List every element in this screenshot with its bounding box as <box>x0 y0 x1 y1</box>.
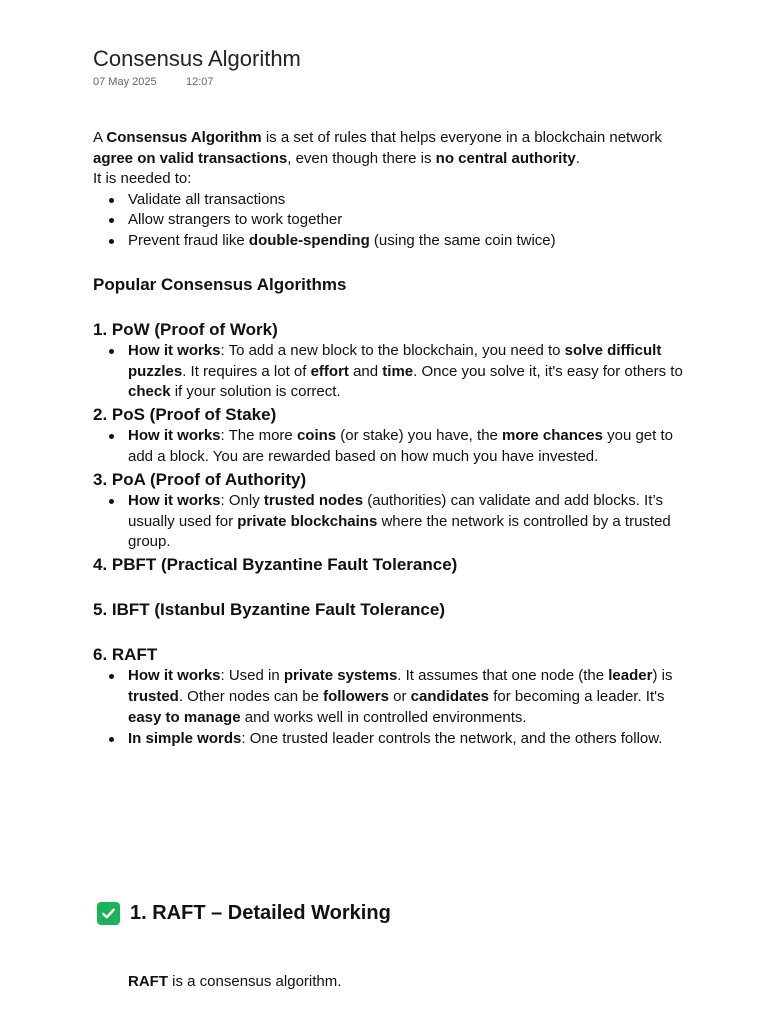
list-item: Prevent fraud like double-spending (using the same coin twice) <box>128 231 683 252</box>
list-item: Validate all transactions <box>128 190 683 211</box>
list-item: How it works: Only trusted nodes (authorities) can validate and add blocks. It’s usually used for private blockchains where the network is controlled by a trusted group. <box>128 491 683 553</box>
needed-list <box>93 190 683 252</box>
note-time: 12:07 <box>186 76 214 88</box>
note-page <box>93 44 683 749</box>
intro-paragraph: A Consensus Algorithm is a set of rules that helps everyone in a blockchain network agree on valid transactions, even though there is no central authority. <box>93 129 662 167</box>
list-item: In simple words: One trusted leader controls the network, and the others follow. <box>128 729 683 750</box>
list-item: How it works: To add a new block to the blockchain, you need to solve difficult puzzles. It requires a lot of effort and time. Once you solve it, it's easy for others to check if your solution is correct. <box>128 341 683 403</box>
raft-detail-title: 1. RAFT – Detailed Working <box>130 902 391 924</box>
pbft-heading: 4. PBFT (Practical Byzantine Fault Tolerance) <box>93 555 458 575</box>
pow-list <box>93 341 683 403</box>
check-mark-icon <box>97 902 120 925</box>
raft-heading: 6. RAFT <box>93 645 158 665</box>
popular-heading: Popular Consensus Algorithms <box>93 274 347 294</box>
pos-heading: 2. PoS (Proof of Stake) <box>93 405 277 425</box>
list-item: Allow strangers to work together <box>128 210 683 231</box>
raft-list <box>93 666 683 749</box>
page-title: Consensus Algorithm <box>93 46 301 71</box>
list-item: How it works: Used in private systems. It assumes that one node (the leader) is trusted. Other nodes can be followers or candidates for becoming a leader. It's easy to manage and works well in controlled environments. <box>128 666 683 728</box>
note-date: 07 May 2025 <box>93 76 157 88</box>
pos-list <box>93 426 683 468</box>
raft-intro-line: RAFT is a consensus algorithm. <box>128 973 342 990</box>
ibft-heading: 5. IBFT (Istanbul Byzantine Fault Tolerance) <box>93 600 446 620</box>
pow-heading: 1. PoW (Proof of Work) <box>93 319 278 339</box>
needed-label: It is needed to: <box>93 170 192 187</box>
note-meta <box>93 76 683 92</box>
raft-detail-heading <box>97 902 391 925</box>
poa-heading: 3. PoA (Proof of Authority) <box>93 469 307 489</box>
poa-list <box>93 491 683 553</box>
list-item: How it works: The more coins (or stake) you have, the more chances you get to add a block. You are rewarded based on how much you have invested. <box>128 426 683 468</box>
